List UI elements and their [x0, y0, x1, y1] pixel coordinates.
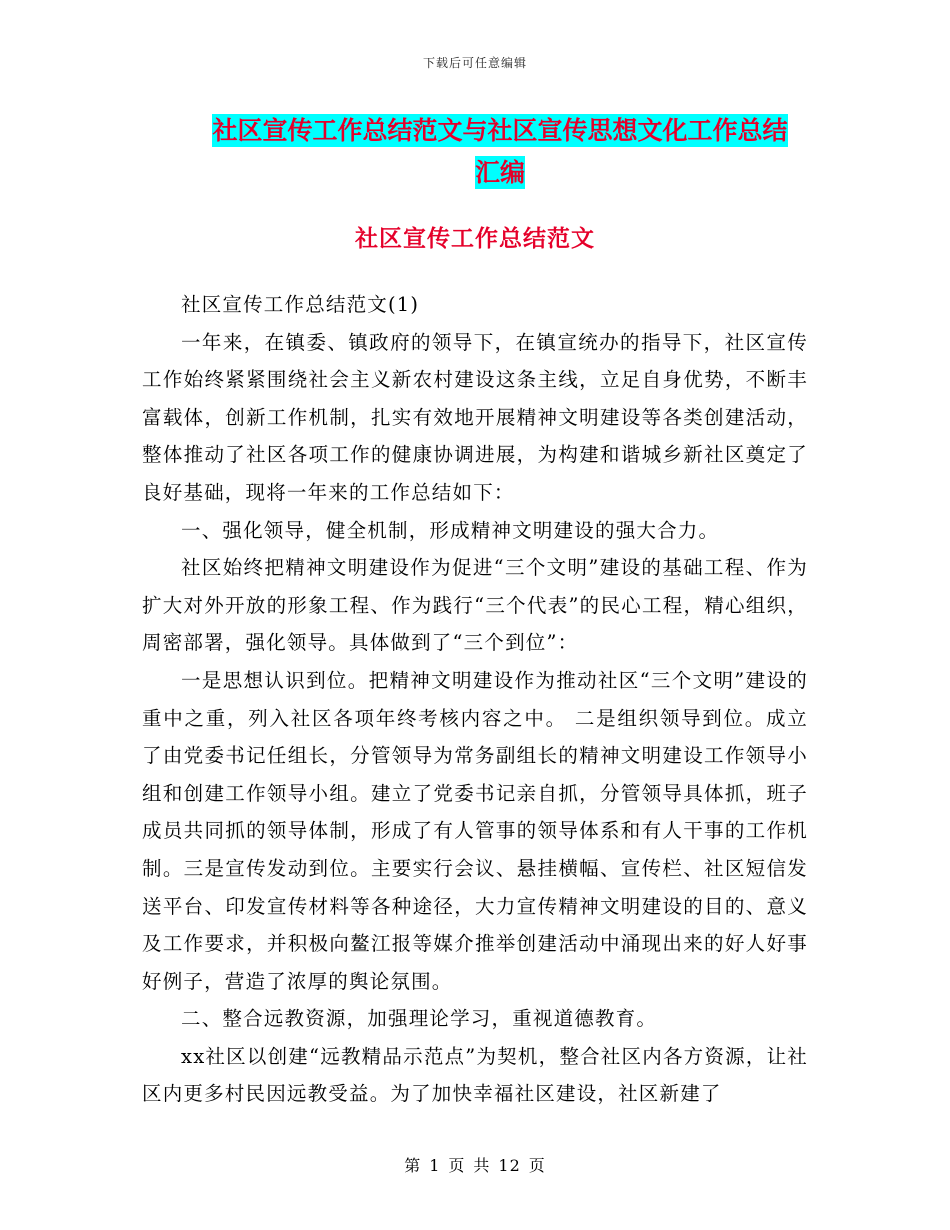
footer-total-pages: 12: [498, 1156, 521, 1175]
body-text: [142, 286, 808, 1113]
paragraph: 二、整合远教资源，加强理论学习，重视道德教育。: [181, 1007, 658, 1031]
footer-prefix: 第: [404, 1156, 422, 1175]
paragraph: 社区始终把精神文明建设作为促进“三个文明”建设的基础工程、作为扩大对外开放的形象工程、作为践行“三个代表”的民心工程，精心组织，周密部署，强化领导。具体做到了“三个到位”：: [142, 556, 808, 655]
paragraph: 社区宣传工作总结范文(1): [181, 293, 420, 316]
paragraph: 一年来，在镇委、镇政府的领导下，在镇宣统办的指导下，社区宣传工作始终紧紧围绕社会主义新农村建设这条主线，立足自身优势，不断丰富载体，创新工作机制，扎实有效地开展精神文明建设等各类创建活动，整体推动了社区各项工作的健康协调进展，为构建和谐城乡新社区奠定了良好基础，现将一年来的工作总结如下：: [142, 330, 808, 504]
document-title: [185, 110, 815, 194]
footer-suffix: 页: [528, 1156, 546, 1175]
paragraph: 一是思想认识到位。把精神文明建设作为推动社区“三个文明”建设的重中之重，列入社区各项年终考核内容之中。 二是组织领导到位。成立了由党委书记任组长，分管领导为常务副组长的精神文明建设工作领导小组和创建工作领导小组。建立了党委书记亲自抓，分管领导具体抓，班子成员共同抓的领导体制，形成了有人管事的领导体系和有人干事的工作机制。三是宣传发动到位。主要实行会议、悬挂横幅、宣传栏、社区短信发送平台、印发宣传材料等各种途径，大力宣传精神文明建设的目的、意义及工作要求，并积极向鳌江报等媒介推举创建活动中涌现出来的好人好事好例子，营造了浓厚的舆论氛围。: [142, 668, 808, 993]
header-note: 下载后可任意编辑: [422, 56, 527, 70]
footer-total-word: 共: [473, 1156, 491, 1175]
footer-page-word: 页: [448, 1156, 466, 1175]
paragraph: 一、强化领导，健全机制，形成精神文明建设的强大合力。: [181, 518, 720, 542]
paragraph: xx社区以创建“远教精品示范点”为契机，整合社区内各方资源，让社区内更多村民因远教受益。为了加快幸福社区建设，社区新建了: [142, 1044, 808, 1106]
document-title-line2: 汇编: [474, 158, 525, 187]
section-title: 社区宣传工作总结范文: [355, 225, 595, 252]
page-footer: [0, 1153, 950, 1176]
footer-page-number: 1: [429, 1156, 441, 1175]
document-title-line1: 社区宣传工作总结范文与社区宣传思想文化工作总结: [212, 116, 788, 145]
